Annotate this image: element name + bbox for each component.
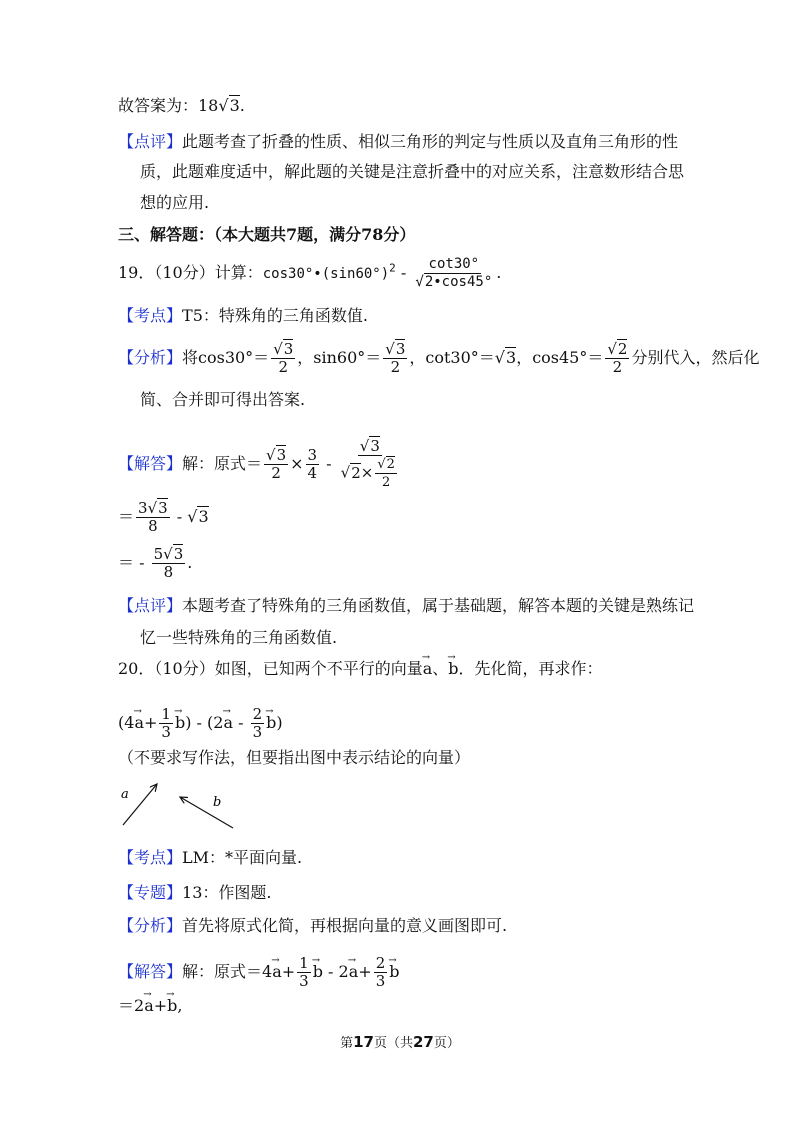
jieda-19-step-3: ＝ - $\frac{5√3}{8}$ . bbox=[118, 545, 193, 581]
question-19: 19．（10分）计算：$\cos 30^\circ•(\sin 60^\circ)^2$ - $\frac{\cot 30^\circ}{√2•\cos 45^\circ}$ . bbox=[118, 256, 502, 290]
comment-line-2: 质，此题难度适中，解此题的关键是注意折叠中的对应关系，注意数形结合思 bbox=[140, 162, 685, 181]
jieda-19-step-2: ＝ $\frac{3√3}{8}$ - √3 bbox=[118, 499, 209, 535]
jieda-19: 【解答】解：原式＝ $\frac{√3}{2}$ × $\frac{3}{4}$ - √3 √2× $\frac{√2}{2}$ bbox=[118, 437, 395, 490]
vector-b-arrow bbox=[180, 797, 233, 828]
question-20: 20．（10分）如图，已知两个不平行的向量→ a、→ b．先化简，再求作： bbox=[118, 658, 603, 680]
kaodian-19: 【考点】T5：特殊角的三角函数值. bbox=[118, 306, 368, 325]
fenxi-19: 【分析】将cos30°＝ $\frac{√3}{2}$ ，sin60°＝ $\frac{√3}{2}$ ，cot30°＝√3，cos45°＝ $\frac{√2}{2}$ 分别代入，然后化 bbox=[118, 340, 760, 376]
vector-b-label: b bbox=[213, 795, 222, 810]
q20-expression: (4→ a+ $\frac{1}{3}$ → b) - (2→ a - $\frac{2}{3}$ → b) bbox=[118, 706, 283, 741]
dianping-19-line-2: 忆一些特殊角的三角函数值. bbox=[140, 628, 338, 647]
comment-line-1: 【点评】此题考查了折叠的性质、相似三角形的判定与性质以及直角三角形的性 bbox=[118, 132, 679, 151]
fenxi-19-line-2: 简、合并即可得出答案. bbox=[140, 390, 306, 409]
zhuanti-20: 【专题】13：作图题. bbox=[118, 883, 272, 902]
previous-answer: 故答案为：18√3. bbox=[118, 96, 245, 115]
q20-note: （不要求写作法，但要指出图中表示结论的向量） bbox=[118, 748, 471, 767]
dianping-19: 【点评】本题考查了特殊角的三角函数值，属于基础题，解答本题的关键是熟练记 bbox=[118, 596, 695, 615]
jieda-20-step-2: ＝2→ a+→ b, bbox=[118, 995, 183, 1017]
kaodian-20: 【考点】LM：*平面向量. bbox=[118, 848, 303, 867]
comment-line-3: 想的应用. bbox=[140, 193, 210, 212]
comment-tag: 【点评】 bbox=[118, 132, 183, 151]
jieda-20: 【解答】解：原式＝4→ a+ $\frac{1}{3}$ → b - 2→ a+ $\frac{2}{3}$ → b bbox=[118, 955, 399, 990]
q19-fraction: $\frac{\cot 30^\circ}{√2•\cos 45^\circ}$ bbox=[415, 256, 493, 290]
vector-a-label: a bbox=[121, 787, 129, 802]
fenxi-20: 【分析】首先将原式化简，再根据向量的意义画图即可. bbox=[118, 916, 508, 935]
section-heading: 三、解答题：（本大题共7题，满分78分） bbox=[118, 225, 416, 244]
page-footer: 第17页（共27页） bbox=[340, 1033, 460, 1051]
vector-figure bbox=[115, 780, 245, 832]
